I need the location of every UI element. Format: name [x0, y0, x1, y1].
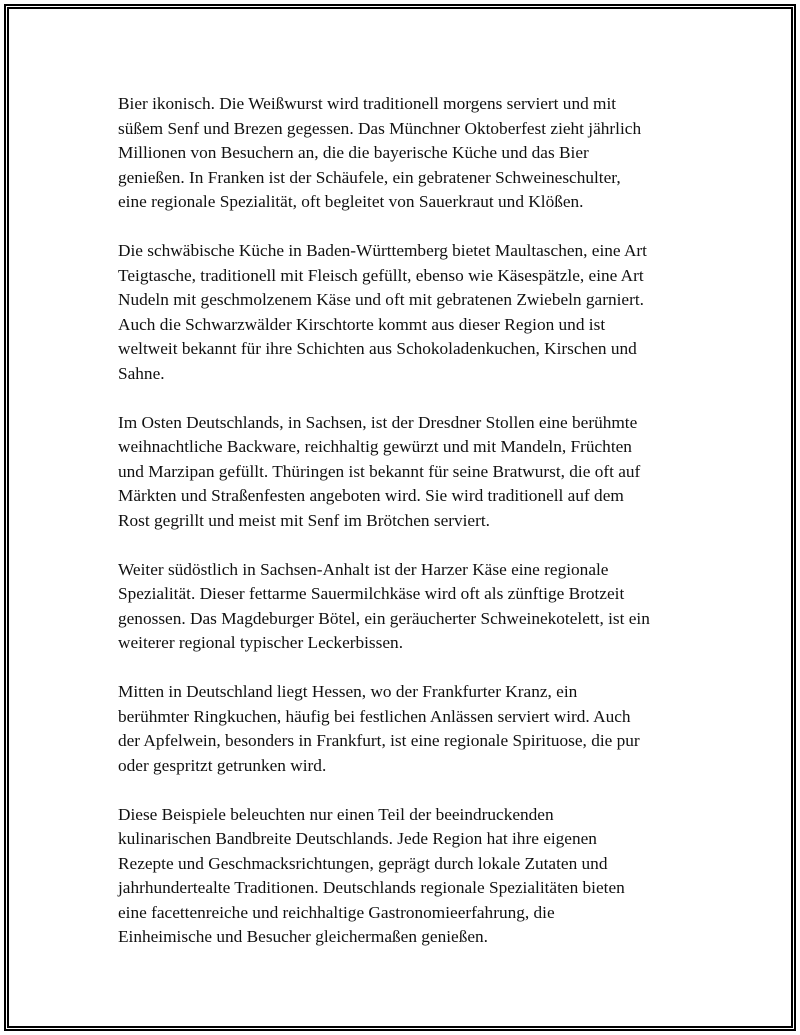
paragraph-swabia: Die schwäbische Küche in Baden-Württemberg bietet Maultaschen, eine Art Teigtasche, traditionell mit Fleisch gefüllt, ebenso wie Käsespätzle, eine Art Nudeln mit geschmolzenem Käse und oft mit gebratenen Zwiebeln garniert. Auch die Schwarzwälder Kirschtorte kommt aus dieser Region und ist weltweit bekannt für ihre Schichten aus Schokoladenkuchen, Kirschen und Sahne. — [118, 241, 647, 383]
paragraph-conclusion: Diese Beispiele beleuchten nur einen Teil der beeindruckenden kulinarischen Bandbreite Deutschlands. Jede Region hat ihre eigenen Rezepte und Geschmacksrichtungen, geprägt durch lokale Zutaten und jahrhundertealte Traditionen. Deutschlands regionale Spezialitäten bieten eine facettenreiche und reichhaltige Gastronomieerfahrung, die Einheimische und Besucher gleichermaßen genießen. — [118, 804, 625, 946]
paragraph-bavaria: Bier ikonisch. Die Weißwurst wird traditionell morgens serviert und mit süßem Senf und Brezen gegessen. Das Münchner Oktoberfest zieht jährlich Millionen von Besuchern an, die die bayerische Küche und das Bier genießen. In Franken ist der Schäufele, ein gebratener Schweineschulter, eine regionale Spezialität, oft begleitet von Sauerkraut und Klößen. — [118, 94, 642, 211]
paragraph-hesse: Mitten in Deutschland liegt Hessen, wo der Frankfurter Kranz, ein berühmter Ringkuchen, häufig bei festlichen Anlässen serviert wird. Auch der Apfelwein, besonders in Frankfurt, ist eine regionale Spirituose, die pur oder gespritzt getrunken wird. — [118, 682, 640, 775]
paragraph-saxony-anhalt: Weiter südöstlich in Sachsen-Anhalt ist der Harzer Käse eine regionale Spezialität. Dieser fettarme Sauermilchkäse wird oft als zünftige Brotzeit genossen. Das Magdeburger Bötel, ein geräucherter Schweinekotelett, ist ein weiterer regional typischer Leckerbissen. — [118, 559, 650, 652]
paragraph-saxony-thuringia: Im Osten Deutschlands, in Sachsen, ist der Dresdner Stollen eine berühmte weihnachtliche Backware, reichhaltig gewürzt und mit Mandeln, Früchten und Marzipan gefüllt. Thüringen ist bekannt für seine Bratwurst, die oft auf Märkten und Straßenfesten angeboten wird. Sie wird traditionell auf dem Rost gegrillt und meist mit Senf im Brötchen serviert. — [118, 412, 641, 530]
document-body — [118, 92, 698, 974]
